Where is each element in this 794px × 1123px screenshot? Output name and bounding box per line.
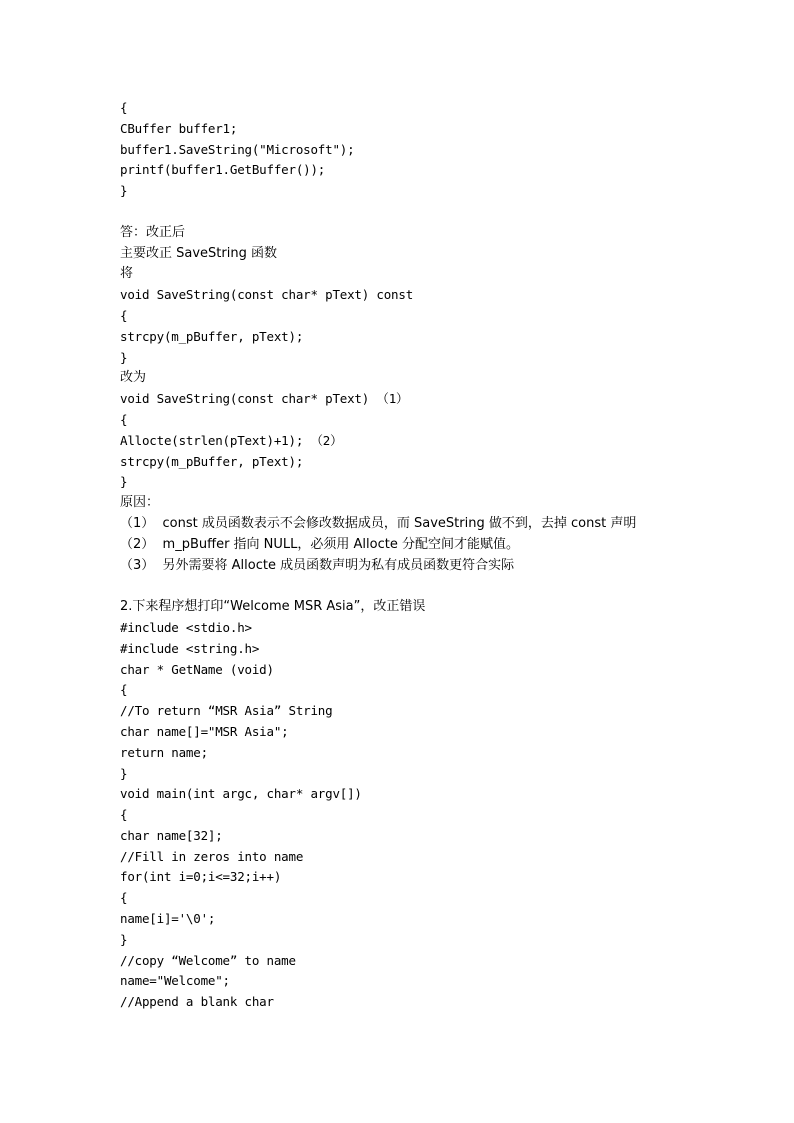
- text-line: void SaveString(const char* pText) （1）: [120, 391, 409, 407]
- text-line: #include <stdio.h>: [120, 619, 252, 635]
- text-line: {: [120, 411, 128, 427]
- text-line: {: [120, 307, 128, 323]
- text-line: }: [120, 765, 128, 781]
- text-line: char name[32];: [120, 827, 223, 843]
- text-line: name="Welcome";: [120, 973, 230, 989]
- text-line: for(int i=0;i<=32;i++): [120, 869, 282, 885]
- text-line: char name[]="MSR Asia";: [120, 723, 289, 739]
- answer-heading: 答：改正后: [120, 224, 186, 240]
- text-line: name[i]='\0';: [120, 911, 216, 927]
- reason-heading: 原因：: [120, 495, 160, 511]
- reason-item: （3） 另外需要将 Allocte 成员函数声明为私有成员函数更符合实际: [120, 557, 515, 573]
- text-line: //Append a blank char: [120, 994, 274, 1010]
- text-line: }: [120, 183, 128, 199]
- text-line: char * GetName (void): [120, 661, 274, 677]
- text-line: 改为: [120, 370, 147, 386]
- code-text-block: [120, 98, 760, 1013]
- text-line: //To return “MSR Asia” String: [120, 703, 333, 719]
- reason-item: （1） const 成员函数表示不会修改数据成员，而 SaveString 做不到，去掉 const 声明: [120, 515, 637, 531]
- text-line: printf(buffer1.GetBuffer());: [120, 162, 326, 178]
- text-line: return name;: [120, 744, 208, 760]
- text-line: }: [120, 931, 128, 947]
- text-line: {: [120, 100, 128, 115]
- text-line: CBuffer buffer1;: [120, 120, 238, 136]
- text-line: void SaveString(const char* pText) const: [120, 287, 414, 303]
- text-line: }: [120, 349, 128, 365]
- text-line: {: [120, 682, 128, 698]
- text-line: buffer1.SaveString("Microsoft");: [120, 141, 355, 157]
- text-line: strcpy(m_pBuffer, pText);: [120, 453, 304, 469]
- blank-line: [120, 576, 760, 597]
- reason-item: （2） m_pBuffer 指向 NULL，必须用 Allocte 分配空间才能赋值。: [120, 536, 519, 552]
- text-line: 主要改正 SaveString 函数: [120, 245, 277, 261]
- question-heading: 2.下来程序想打印“Welcome MSR Asia”，改正错误: [120, 599, 426, 615]
- text-line: strcpy(m_pBuffer, pText);: [120, 328, 304, 344]
- text-line: 将: [120, 266, 134, 282]
- text-line: {: [120, 807, 128, 823]
- text-line: }: [120, 474, 128, 490]
- text-line: void main(int argc, char* argv[]): [120, 786, 362, 802]
- text-line: #include <string.h>: [120, 640, 260, 656]
- text-line: //copy “Welcome” to name: [120, 952, 296, 968]
- blank-line: [120, 202, 760, 223]
- text-line: {: [120, 890, 128, 906]
- text-line: Allocte(strlen(pText)+1); （2）: [120, 432, 343, 448]
- text-line: //Fill in zeros into name: [120, 848, 304, 864]
